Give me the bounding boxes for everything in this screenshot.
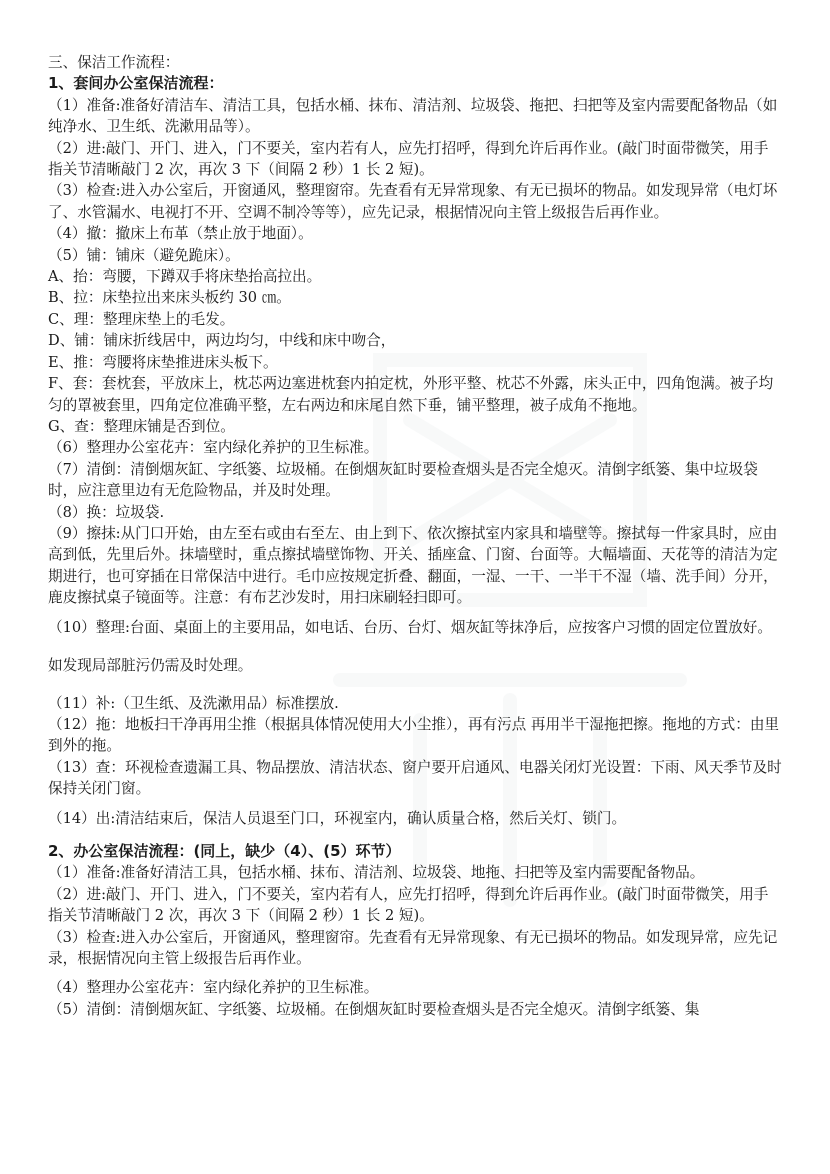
part1-paragraph: （5）铺：铺床（避免跪床）。 bbox=[48, 246, 240, 264]
section-title: 三、保洁工作流程： bbox=[48, 54, 180, 71]
part1-paragraph: A、抬：弯腰，下蹲双手将床垫抬高拉出。 bbox=[48, 268, 322, 286]
part1-paragraph: （9）擦抹:从门口开始，由左至右或由右至左、由上到下、依次擦拭室内家具和墙壁等。擦拭每一件家具时，应由高到低，先里后外。抹墙壁时，重点擦拭墙壁饰物、开关、插座盒、门窗、台面等。大幅墙面、天花等的清洁为定期进行，也可穿插在日常保洁中进行。毛巾应按规定折叠、翻面，一湿、一干、一半干不湿（墙、洗手间）分开，鹿皮擦拭桌子镜面等。注意：有布艺沙发时，用扫床刷轻扫即可。 bbox=[48, 524, 778, 607]
part1-paragraph: D、铺：铺床折线居中，两边均匀，中线和床中吻合， bbox=[48, 332, 396, 350]
part2-paragraph: （2）进:敲门、开门、进入，门不要关，室内若有人，应先打招呼，得到允许后再作业。(敲门时面带微笑，用手指关节清晰敲门 2 次，再次 3 下（间隔 2 秒）1 长 2 短)。 bbox=[48, 885, 769, 925]
part1-paragraph: （2）进:敲门、开门、进入，门不要关，室内若有人，应先打招呼，得到允许后再作业。(敲门时面带微笑，用手指关节清晰敲门 2 次，再次 3 下（间隔 2 秒）1 长 2 短)。 bbox=[48, 139, 769, 179]
part1-paragraph: G、查：整理床铺是否到位。 bbox=[48, 417, 235, 435]
part2-paragraph: （1）准备:准备好清洁工具，包括水桶、抹布、清洁剂、垃圾袋、地拖、扫把等及室内需要配备物品。 bbox=[48, 864, 705, 882]
part1-paragraph: （11）补:（卫生纸、及洗漱用品）标准摆放. bbox=[48, 694, 339, 712]
part1-paragraph: E、推：弯腰将床垫推进床头板下。 bbox=[48, 353, 278, 371]
part1-heading: 1、套间办公室保洁流程： bbox=[48, 74, 224, 93]
part1-paragraph: （8）换：垃圾袋. bbox=[48, 503, 165, 521]
part2-heading: 2、办公室保洁流程：(同上，缺少（4）、(5）环节） bbox=[48, 842, 401, 860]
part1-paragraph: （6）整理办公室花卉：室内绿化养护的卫生标准。 bbox=[48, 439, 379, 457]
part1-paragraph: F、套：套枕套，平放床上，枕芯两边塞进枕套内拍定枕，外形平整、枕芯不外露，床头正中，四角饱满。被子均匀的罩被套里，四角定位准确平整，左右两边和床尾自然下垂，铺平整理，被子成角不拖地。 bbox=[48, 375, 774, 414]
part1-paragraph: C、理：整理床垫上的毛发。 bbox=[48, 310, 235, 328]
part1-paragraph: （3）检查:进入办公室后，开窗通风，整理窗帘。先查看有无异常现象、有无已损坏的物品。如发现异常（电灯坏了、水管漏水、电视打不开、空调不制冷等等），应先记录，根据情况向主管上级报告后再作业。 bbox=[48, 182, 778, 221]
part2-paragraph: （4）整理办公室花卉：室内绿化养护的卫生标准。 bbox=[48, 979, 379, 997]
part1-paragraph: （7）清倒：清倒烟灰缸、字纸篓、垃圾桶。在倒烟灰缸时要检查烟头是否完全熄灭。清倒字纸篓、集中垃圾袋时，应注意里边有无危险物品，并及时处理。 bbox=[48, 460, 758, 500]
part1-paragraph: （4）撤：撤床上布革（禁止放于地面）。 bbox=[48, 225, 313, 243]
part1-paragraph: （12）拖：地板扫干净再用尘推（根据具体情况使用大小尘推），再有污点 再用半干湿拖把擦。拖地的方式：由里到外的拖。 bbox=[48, 715, 780, 755]
part2-paragraph: （3）检查:进入办公室后，开窗通风，整理窗帘。先查看有无异常现象、有无已损坏的物品。如发现异常，应先记录，根据情况向主管上级报告后再作业。 bbox=[48, 928, 778, 968]
document-body bbox=[48, 52, 782, 1020]
part1-paragraph: （13）查：环视检查遗漏工具、物品摆放、清洁状态、窗户要开启通风、电器关闭灯光设置：下雨、风天季节及时保持关闭门窗。 bbox=[48, 758, 782, 798]
part1-last-paragraph: （14）出:清洁结束后，保洁人员退至门口，环视室内，确认质量合格，然后关灯、锁门。 bbox=[48, 809, 627, 827]
part2-paragraph: （5）清倒：清倒烟灰缸、字纸篓、垃圾桶。在倒烟灰缸时要检查烟头是否完全熄灭。清倒字纸篓、集 bbox=[48, 1000, 700, 1018]
part1-paragraph: B、拉：床垫拉出来床头板约 30 ㎝。 bbox=[48, 289, 291, 307]
part1-loose-paragraph: （10）整理:台面、桌面上的主要用品，如电话、台历、台灯、烟灰缸等抹净后，应按客户习惯的固定位置放好。如发现局部脏污仍需及时处理。 bbox=[48, 618, 772, 674]
part1-paragraph: （1）准备:准备好清洁车、清洁工具，包括水桶、抹布、清洁剂、垃圾袋、拖把、扫把等及室内需要配备物品（如纯净水、卫生纸、洗漱用品等）。 bbox=[48, 96, 778, 136]
